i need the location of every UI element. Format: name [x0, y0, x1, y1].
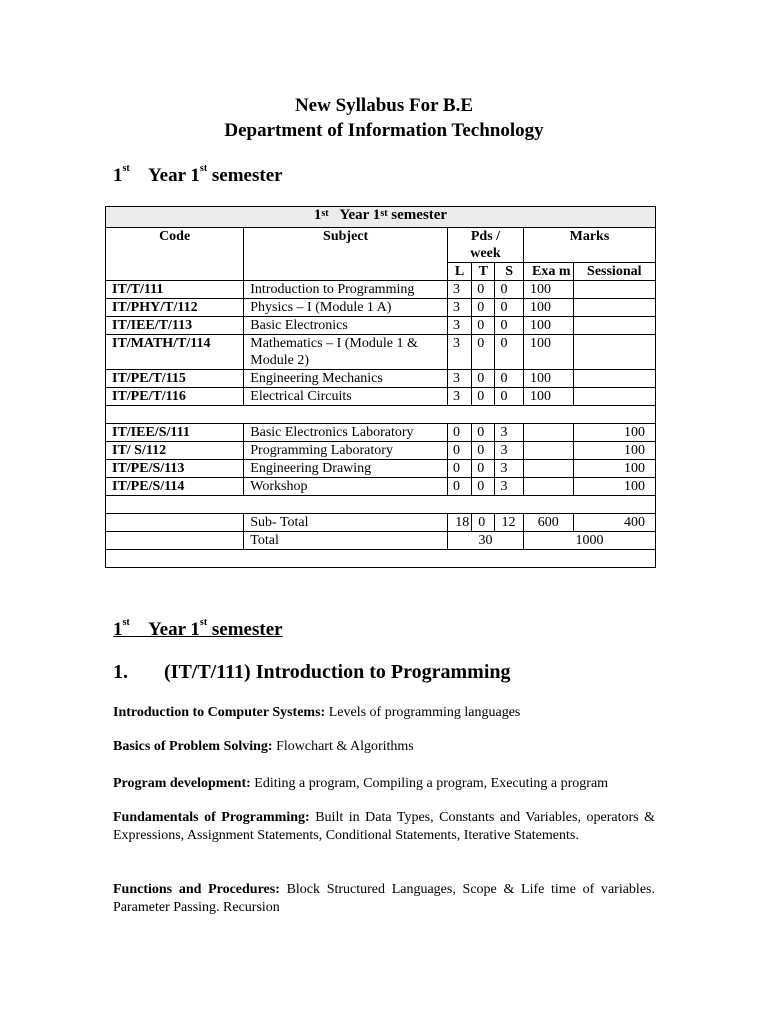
lecture-periods: 3	[447, 370, 471, 388]
sessional-marks	[573, 281, 655, 299]
topic-paragraph	[113, 881, 655, 917]
course-code: IT/IEE/S/111	[106, 424, 244, 442]
semester-heading	[113, 165, 283, 187]
lecture-periods: 0	[447, 460, 471, 478]
table-row	[106, 460, 656, 478]
tutorial-periods: 0	[472, 299, 495, 317]
subtotal-row	[106, 514, 656, 532]
course-number: 1.	[113, 661, 128, 683]
course-code: IT/MATH/T/114	[106, 335, 244, 370]
sessional-periods: 0	[495, 388, 523, 406]
exam-marks: 100	[523, 317, 573, 335]
section-semester-heading: 1st Year 1st semester	[113, 617, 283, 640]
lecture-periods: 3	[447, 335, 471, 370]
course-code: IT/PHY/T/112	[106, 299, 244, 317]
exam-marks: 100	[523, 370, 573, 388]
department-title: Department of Information Technology	[224, 120, 544, 141]
topic-text: Editing a program, Compiling a program, Executing a program	[250, 776, 609, 791]
tutorial-periods: 0	[472, 424, 495, 442]
tutorial-periods: 0	[472, 281, 495, 299]
topic-label: Fundamentals of Programming:	[113, 810, 310, 825]
lecture-periods: 3	[447, 299, 471, 317]
header-code: Code	[106, 228, 244, 281]
tutorial-periods: 0	[472, 317, 495, 335]
topic-paragraph	[113, 738, 655, 756]
document-title: New Syllabus For B.E	[294, 95, 474, 116]
lecture-periods: 3	[447, 281, 471, 299]
topic-text: Block Structured Languages, Scope & Life time of variables. Parameter Passing. Recursion	[113, 882, 655, 915]
lecture-periods: 3	[447, 317, 471, 335]
course-subject: Basic Electronics Laboratory	[244, 424, 448, 442]
subtotal-sessional: 400	[573, 514, 655, 532]
tutorial-periods: 0	[472, 460, 495, 478]
course-subject: Physics – I (Module 1 A)	[244, 299, 448, 317]
total-pds: 30	[447, 532, 523, 550]
topic-text: Built in Data Types, Constants and Variables, operators & Expressions, Assignment Statements, Conditional Statements, Iterative Statements.	[113, 810, 655, 843]
header-s: S	[495, 263, 523, 281]
course-subject: Mathematics – I (Module 1 & Module 2)	[244, 335, 448, 370]
topic-label: Functions and Procedures:	[113, 882, 280, 897]
semester-number-suffix: st	[122, 163, 130, 174]
semester-year-suffix: st	[199, 163, 208, 174]
theory-rows	[106, 281, 656, 406]
sessional-periods: 3	[495, 460, 523, 478]
topic-text: Flowchart & Algorithms	[272, 739, 414, 754]
sessional-marks	[573, 317, 655, 335]
topic-paragraph	[113, 775, 655, 793]
sessional-periods: 3	[495, 442, 523, 460]
course-code: IT/IEE/T/113	[106, 317, 244, 335]
header-exam: Exa m	[523, 263, 573, 281]
table-row	[106, 299, 656, 317]
spacer-row	[106, 406, 656, 424]
subtotal-t: 0	[472, 514, 495, 532]
tutorial-periods: 0	[472, 442, 495, 460]
sessional-marks	[573, 370, 655, 388]
exam-marks: 100	[523, 335, 573, 370]
subtotal-s: 12	[495, 514, 523, 532]
course-code: IT/T/111	[106, 281, 244, 299]
sessional-marks: 100	[573, 460, 655, 478]
sessional-marks	[573, 299, 655, 317]
subtotal-label: Sub- Total	[244, 514, 448, 532]
exam-marks	[523, 460, 573, 478]
sessional-periods: 0	[495, 335, 523, 370]
semester-number: 1	[113, 165, 123, 186]
course-subject: Programming Laboratory	[244, 442, 448, 460]
semester-word: semester	[211, 165, 283, 186]
table-row	[106, 335, 656, 370]
sessional-marks	[573, 335, 655, 370]
course-code: IT/PE/S/113	[106, 460, 244, 478]
tutorial-periods: 0	[472, 478, 495, 496]
header-sessional: Sessional	[573, 263, 655, 281]
course-subject: Basic Electronics	[244, 317, 448, 335]
header-l: L	[447, 263, 471, 281]
sessional-marks: 100	[573, 442, 655, 460]
tutorial-periods: 0	[472, 370, 495, 388]
course-title: (IT/T/111) Introduction to Programming	[164, 661, 511, 683]
table-caption: 1st Year 1st semester	[106, 207, 656, 228]
tutorial-periods: 0	[472, 335, 495, 370]
sessional-marks	[573, 388, 655, 406]
course-subject: Engineering Drawing	[244, 460, 448, 478]
header-marks: Marks	[523, 228, 655, 263]
topic-paragraph	[113, 704, 655, 722]
total-label: Total	[244, 532, 448, 550]
course-subject: Engineering Mechanics	[244, 370, 448, 388]
sessional-periods: 0	[495, 317, 523, 335]
sessional-marks: 100	[573, 424, 655, 442]
table-row	[106, 281, 656, 299]
lecture-periods: 3	[447, 388, 471, 406]
header-t: T	[472, 263, 495, 281]
sessional-periods: 3	[495, 478, 523, 496]
course-code: IT/ S/112	[106, 442, 244, 460]
topic-label: Basics of Problem Solving:	[113, 739, 273, 754]
syllabus-table	[105, 206, 656, 568]
exam-marks	[523, 478, 573, 496]
topic-label: Program development:	[113, 776, 251, 791]
lecture-periods: 0	[447, 478, 471, 496]
lecture-periods: 0	[447, 424, 471, 442]
exam-marks: 100	[523, 388, 573, 406]
subtotal-l: 18	[447, 514, 471, 532]
table-row	[106, 317, 656, 335]
topic-paragraph	[113, 809, 655, 845]
exam-marks: 100	[523, 299, 573, 317]
table-row	[106, 370, 656, 388]
total-row	[106, 532, 656, 550]
sessional-periods: 3	[495, 424, 523, 442]
exam-marks	[523, 424, 573, 442]
lecture-periods: 0	[447, 442, 471, 460]
course-subject: Introduction to Programming	[244, 281, 448, 299]
table-caption-row	[106, 207, 656, 228]
spacer-row	[106, 550, 656, 568]
table-row	[106, 478, 656, 496]
sessional-periods: 0	[495, 370, 523, 388]
tutorial-periods: 0	[472, 388, 495, 406]
header-pds: Pds / week	[447, 228, 523, 263]
semester-year: Year 1	[148, 165, 200, 186]
course-subject: Workshop	[244, 478, 448, 496]
table-row	[106, 424, 656, 442]
course-code: IT/PE/S/114	[106, 478, 244, 496]
sessional-periods: 0	[495, 281, 523, 299]
sessional-rows	[106, 424, 656, 496]
sessional-marks: 100	[573, 478, 655, 496]
course-code: IT/PE/T/115	[106, 370, 244, 388]
exam-marks	[523, 442, 573, 460]
topic-label: Introduction to Computer Systems:	[113, 705, 326, 720]
table-header-row	[106, 228, 656, 263]
spacer-row	[106, 496, 656, 514]
course-subject: Electrical Circuits	[244, 388, 448, 406]
header-subject: Subject	[244, 228, 448, 281]
subtotal-exam: 600	[523, 514, 573, 532]
course-code: IT/PE/T/116	[106, 388, 244, 406]
sessional-periods: 0	[495, 299, 523, 317]
total-marks: 1000	[523, 532, 655, 550]
course-heading	[113, 661, 511, 684]
table-row	[106, 388, 656, 406]
table-row	[106, 442, 656, 460]
exam-marks: 100	[523, 281, 573, 299]
topic-text: Levels of programming languages	[325, 705, 521, 720]
